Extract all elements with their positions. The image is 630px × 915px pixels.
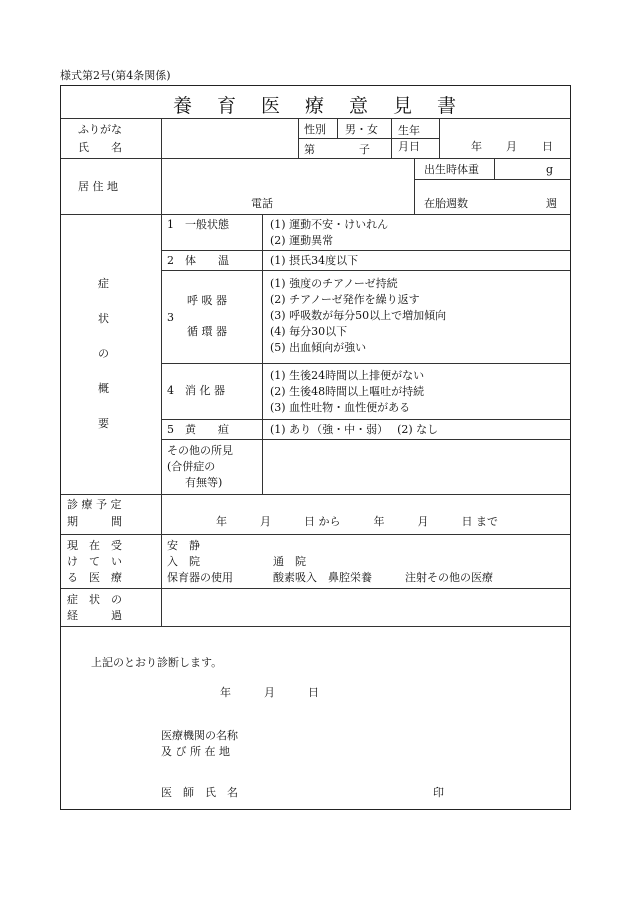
digestive-item[interactable]: (2) 生後48時間以上嘔吐が持続	[270, 385, 425, 398]
respiratory-number: 3	[167, 311, 174, 324]
gestation-label: 在胎週数	[424, 197, 468, 210]
temperature-item[interactable]: (1) 摂氏34度以下	[270, 254, 359, 267]
progress-label: 症 状 の	[67, 593, 122, 606]
jaundice-options[interactable]: (1) あり（強・中・弱） (2) なし	[270, 423, 439, 436]
form-number: 様式第2号(第4条関係)	[60, 69, 171, 82]
divider	[161, 363, 570, 364]
birth-weight-unit[interactable]: g	[546, 163, 554, 176]
general-condition-label: 1 一般状態	[167, 218, 229, 231]
digestive-item[interactable]: (1) 生後24時間以上排便がない	[270, 369, 425, 382]
birth-label: 生年	[398, 124, 420, 137]
diagnosis-date-field[interactable]: 年 月 日	[220, 686, 319, 699]
seal-mark: 印	[433, 786, 444, 799]
address-field[interactable]	[162, 159, 413, 213]
name-field[interactable]	[162, 119, 297, 157]
birth-label: 月日	[398, 140, 420, 153]
digestive-label: 4 消 化 器	[167, 384, 225, 397]
divider	[161, 270, 570, 271]
furigana-label: ふりがな	[78, 123, 122, 136]
divider	[61, 118, 570, 119]
institution-label: 及 び 所 在 地	[161, 745, 230, 758]
divider	[61, 626, 570, 627]
respiratory-item[interactable]: (1) 強度のチアノーゼ持続	[270, 277, 398, 290]
phone-label: 電話	[251, 197, 273, 210]
birth-day-field[interactable]: 日	[542, 140, 553, 153]
diagnosis-statement: 上記のとおり診断します。	[91, 656, 223, 669]
other-findings-label: (合併症の	[167, 460, 216, 473]
divider	[494, 158, 495, 179]
progress-field[interactable]	[162, 589, 569, 625]
divider	[337, 118, 338, 138]
institution-field[interactable]	[251, 726, 551, 762]
treatment-incubator[interactable]: 保育器の使用	[167, 571, 233, 584]
treatment-label: け て い	[67, 555, 122, 568]
respiratory-item[interactable]: (3) 呼吸数が毎分50以上で増加傾向	[270, 309, 447, 322]
doctor-name-label: 医 師 氏 名	[161, 786, 238, 799]
birth-year-field[interactable]: 年	[471, 140, 482, 153]
medical-opinion-form: 養 育 医 療 意 見 書 ふりがな 氏 名 性別 男・女 第 子 生年 月日 年 月 日 居 住 地 電話 出生時体重 g 在胎週数 週 症 状 の 概 要 1 一般状態 (1) 運動不安・けいれん (2) 運動異常 2 体 温 (1) 摂氏34度以下 3 呼 吸 器 循 環 器 (1) 強度のチアノーゼ持続 (2) チアノーゼ発作を繰り返す (3) 呼吸数が毎分50以上で増加傾向 (4) 毎分30以下 (5) 出血傾向が強い 4 消 化 器 (1) 生後24時間以上排便がない (2) 生後48時間以上嘔吐が持続 (3) 血性吐物・血性便がある 5 黄 疸 (1) あり（強・中・弱） (2) なし その他の所見 (合併症の 有無等) 診 療 予 定 期 間 年 月 日 から 年 月 日 まで 現 在 受 け て い る 医 療 安 静 入 院 通 院 保育器の使用 酸素吸入 鼻腔栄養 注射その他の医療 症 状 の 経 過 上記のとおり診断します。 年 月 日 医療機関の名称 及 び 所 在 地 医 師 氏 名 印	[60, 85, 571, 810]
divider	[439, 118, 440, 158]
schedule-label: 期 間	[67, 515, 122, 528]
treatment-outpatient[interactable]: 通 院	[273, 555, 306, 568]
respiratory-item[interactable]: (4) 毎分30以下	[270, 325, 348, 338]
institution-label: 医療機関の名称	[161, 729, 238, 742]
progress-label: 経 過	[67, 609, 122, 622]
respiratory-item[interactable]: (2) チアノーゼ発作を繰り返す	[270, 293, 420, 306]
treatment-label: る 医 療	[67, 571, 122, 584]
sex-label: 性別	[304, 123, 326, 136]
schedule-period-field[interactable]: 年 月 日 から 年 月 日 まで	[216, 515, 498, 528]
divider	[414, 179, 570, 180]
general-item[interactable]: (2) 運動異常	[270, 234, 334, 247]
divider	[61, 534, 570, 535]
child-order-field[interactable]: 第 子	[304, 143, 370, 156]
respiratory-item[interactable]: (5) 出血傾向が強い	[270, 341, 367, 354]
name-label: 氏 名	[78, 141, 122, 154]
divider	[161, 419, 570, 420]
birth-month-field[interactable]: 月	[506, 140, 517, 153]
temperature-label: 2 体 温	[167, 254, 229, 267]
general-item[interactable]: (1) 運動不安・けいれん	[270, 218, 389, 231]
other-findings-label: その他の所見	[167, 444, 233, 457]
address-label: 居 住 地	[78, 180, 118, 193]
digestive-item[interactable]: (3) 血性吐物・血性便がある	[270, 401, 411, 414]
treatment-oxygen-nasal[interactable]: 酸素吸入 鼻腔栄養	[273, 571, 372, 584]
other-findings-field[interactable]	[263, 440, 569, 493]
gestation-unit[interactable]: 週	[546, 197, 557, 210]
schedule-label: 診 療 予 定	[67, 498, 122, 511]
doctor-name-field[interactable]	[251, 783, 431, 799]
circulatory-label: 循 環 器	[187, 325, 227, 338]
divider	[298, 118, 299, 158]
treatment-rest[interactable]: 安 静	[167, 539, 200, 552]
divider	[414, 158, 415, 214]
divider	[161, 250, 570, 251]
other-findings-label: 有無等)	[185, 476, 223, 489]
divider	[391, 118, 392, 158]
jaundice-label: 5 黄 疸	[167, 423, 229, 436]
treatment-label: 現 在 受	[67, 539, 122, 552]
divider	[61, 214, 570, 215]
sex-options[interactable]: 男・女	[345, 123, 378, 136]
birth-weight-label: 出生時体重	[424, 163, 479, 176]
treatment-inpatient[interactable]: 入 院	[167, 555, 200, 568]
respiratory-label: 呼 吸 器	[187, 294, 227, 307]
treatment-injection-other[interactable]: 注射その他の医療	[405, 571, 493, 584]
divider	[61, 494, 570, 495]
